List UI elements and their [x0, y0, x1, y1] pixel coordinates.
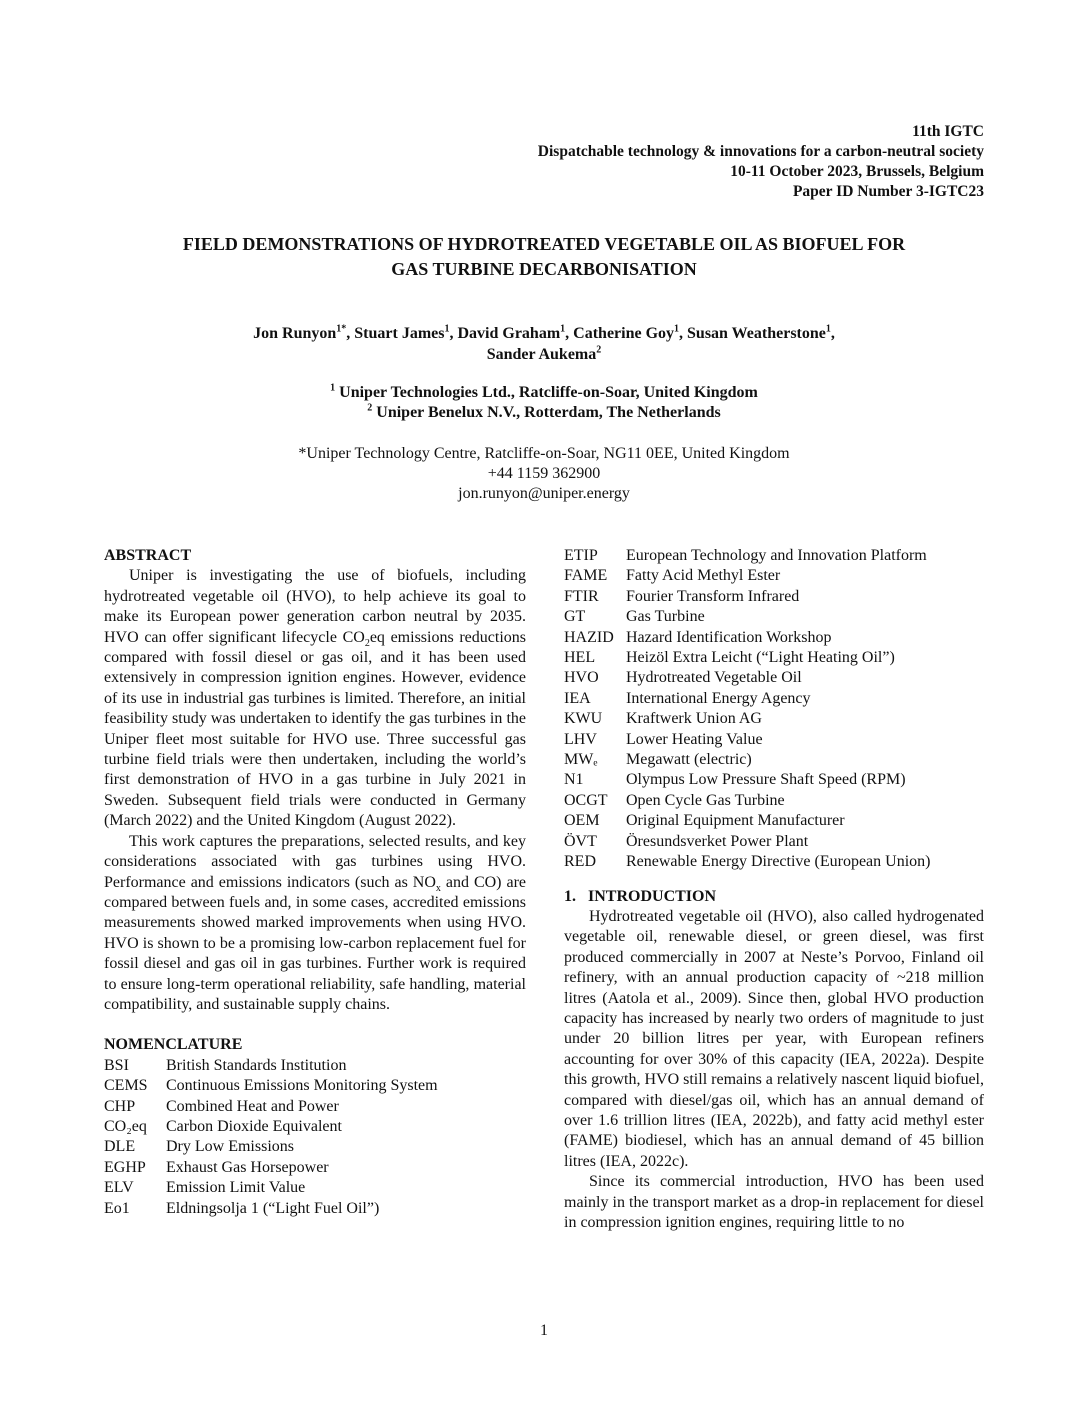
nomenclature-abbreviation: MWₑ: [564, 751, 598, 769]
nomenclature-row: [104, 1117, 526, 1137]
nomenclature-row: [564, 668, 984, 688]
abstract-heading: ABSTRACT: [104, 547, 192, 564]
author-affil-mark: 1*: [336, 323, 347, 335]
nomenclature-row: [564, 750, 984, 770]
nomenclature-row: [564, 832, 984, 852]
nomenclature-abbreviation: CO₂eq: [104, 1117, 147, 1135]
author-name: Stuart James: [354, 325, 445, 342]
nomenclature-abbreviation: RED: [564, 853, 596, 871]
nomenclature-abbreviation: HAZID: [564, 628, 614, 646]
nomenclature-abbreviation: Eo1: [104, 1199, 130, 1217]
nomenclature-row: [564, 566, 984, 586]
nomenclature-abbreviation: IEA: [564, 689, 591, 707]
nomenclature-abbreviation: EGHP: [104, 1158, 146, 1176]
author-affil-mark: 1: [825, 323, 831, 335]
nomenclature-row: [564, 852, 984, 872]
affiliation-text: Uniper Technologies Ltd., Ratcliffe-on-Soar, United Kingdom: [339, 384, 758, 401]
nomenclature-definition: Original Equipment Manufacturer: [626, 812, 845, 830]
conference-name: 11th IGTC: [912, 123, 984, 140]
title-line-2: GAS TURBINE DECARBONISATION: [391, 259, 697, 279]
nomenclature-definition: Fatty Acid Methyl Ester: [626, 567, 781, 585]
nomenclature-row: [564, 607, 984, 627]
author-separator: ,: [449, 325, 458, 342]
author-name: Susan Weatherstone: [687, 325, 826, 342]
nomenclature-abbreviation: HEL: [564, 649, 596, 667]
nomenclature-row: [104, 1076, 526, 1096]
nomenclature-row: [104, 1056, 526, 1076]
nomenclature-row: [564, 546, 984, 566]
nomenclature-row: [564, 791, 984, 811]
nomenclature-abbreviation: LHV: [564, 730, 597, 748]
introduction-heading: 1. INTRODUCTION: [564, 887, 717, 905]
nomenclature-row: [564, 770, 984, 790]
nomenclature-abbreviation: KWU: [564, 710, 603, 728]
nomenclature-row: [104, 1158, 526, 1178]
contact-email[interactable]: jon.runyon@uniper.energy: [458, 485, 630, 502]
author-name: Sander Aukema: [486, 346, 597, 363]
conference-date: 10-11 October 2023, Brussels, Belgium: [730, 163, 984, 180]
author-separator: ,: [679, 325, 688, 342]
nomenclature-row: [564, 689, 984, 709]
nomenclature-abbreviation: CHP: [104, 1097, 136, 1115]
nomenclature-definition: Öresundsverket Power Plant: [626, 832, 809, 850]
abstract-paragraph-2: This work captures the preparations, selected results, and key considerations associated with gas turbines using HVO. Performance and emissions indicators (such as $NO_x$ and CO) are compared between fuels and, in some cases, accredited emissions measurements showed marked improvements when using HVO. HVO is shown to be a promising low-carbon replacement fuel for fossil diesel and gas oil in gas turbines. Further work is required to ensure long-term operational reliability, safe handling, material compatibility, and sustainable supply chains.: [104, 832, 527, 1013]
nomenclature-row: [564, 730, 984, 750]
nomenclature-definition: European Technology and Innovation Platform: [626, 547, 927, 564]
nomenclature-abbreviation: ELV: [104, 1179, 134, 1197]
nomenclature-row: [564, 709, 984, 729]
author-list: [104, 323, 984, 365]
paper-title: [104, 232, 984, 282]
nomenclature-definition: Continuous Emissions Monitoring System: [166, 1077, 438, 1095]
nomenclature-definition: Exhaust Gas Horsepower: [166, 1158, 329, 1176]
nomenclature-definition: Megawatt (electric): [626, 751, 752, 769]
contact-info: [104, 444, 984, 504]
abstract-paragraph-1: Uniper is investigating the use of biofuels, including hydrotreated vegetable oil (HVO), to help achieve its goal to make its European power generation carbon neutral by 2035. HVO can offer significant lifecycle $CO_2eq$ emissions reductions compared with fossil diesel or gas oil, and it has been used extensively in compression ignition engines. However, evidence of its use in industrial gas turbines is limited. Therefore, an initial feasibility study was undertaken to identify the gas turbines in the Uniper fleet most suitable for HVO use. Three successful gas turbine field trials were then undertaken, including the world’s first demonstration of HVO in a gas turbine in July 2021 in Sweden. Subsequent field trials were conducted in Germany (March 2022) and the United Kingdom (August 2022).: [104, 567, 527, 830]
right-column: [564, 546, 984, 1233]
nomenclature-row: [104, 1178, 526, 1198]
nomenclature-definition: Combined Heat and Power: [166, 1097, 339, 1115]
nomenclature-abbreviation: CEMS: [104, 1077, 148, 1095]
nomenclature-definition: British Standards Institution: [166, 1056, 347, 1074]
nomenclature-abbreviation: FAME: [564, 567, 608, 585]
author-affil-mark: 1: [444, 323, 450, 335]
nomenclature-abbreviation: HVO: [564, 669, 599, 687]
author-separator: ,: [830, 325, 835, 342]
contact-address: *Uniper Technology Centre, Ratcliffe-on-Soar, NG11 0EE, United Kingdom: [298, 445, 790, 462]
title-line-1: FIELD DEMONSTRATIONS OF HYDROTREATED VEGETABLE OIL AS BIOFUEL FOR: [182, 234, 906, 254]
nomenclature-definition: Hazard Identification Workshop: [626, 628, 832, 646]
nomenclature-definition: Dry Low Emissions: [166, 1138, 294, 1156]
conference-header: [538, 122, 984, 202]
page-number: 1: [540, 1322, 548, 1339]
nomenclature-definition: Fourier Transform Infrared: [626, 587, 800, 605]
author-affil-mark: 1: [560, 323, 566, 335]
author-affil-mark: 1: [674, 323, 680, 335]
nomenclature-definition: Emission Limit Value: [166, 1179, 306, 1197]
affiliation-text: Uniper Benelux N.V., Rotterdam, The Netherlands: [376, 404, 721, 421]
affiliation-number: 2: [367, 402, 373, 414]
nomenclature-abbreviation: DLE: [104, 1138, 136, 1156]
nomenclature-list-left: [104, 1056, 526, 1219]
nomenclature-abbreviation: GT: [564, 608, 586, 626]
nomenclature-heading: NOMENCLATURE: [104, 1036, 243, 1054]
affiliation: [104, 403, 984, 423]
introduction-paragraph-2: Since its commercial introduction, HVO has been used mainly in the transport market as a drop-in replacement for diesel in compression ignition engines, requiring little to no: [564, 1173, 984, 1231]
nomenclature-row: [564, 587, 984, 607]
nomenclature-definition: Renewable Energy Directive (European Union): [626, 853, 931, 871]
nomenclature-abbreviation: FTIR: [564, 587, 599, 605]
nomenclature-definition: Hydrotreated Vegetable Oil: [626, 669, 802, 687]
author-name: Catherine Goy: [573, 325, 675, 342]
author-name: Jon Runyon: [253, 325, 337, 342]
nomenclature-definition: Kraftwerk Union AG: [626, 710, 762, 728]
paper-id: Paper ID Number 3-IGTC23: [792, 183, 984, 200]
author-affil-mark: 2: [596, 344, 602, 356]
nomenclature-definition: Open Cycle Gas Turbine: [626, 791, 785, 809]
nomenclature-abbreviation: ÖVT: [564, 832, 597, 850]
author-separator: ,: [346, 325, 355, 342]
nomenclature-abbreviation: OEM: [564, 812, 600, 830]
nomenclature-definition: Lower Heating Value: [626, 730, 763, 748]
contact-phone: +44 1159 362900: [487, 465, 601, 482]
nomenclature-row: [564, 648, 984, 668]
affiliation: [104, 383, 984, 403]
left-column: [104, 546, 526, 1219]
nomenclature-definition: Gas Turbine: [626, 608, 705, 626]
nomenclature-row: [104, 1097, 526, 1117]
affiliation-number: 1: [330, 382, 336, 394]
nomenclature-definition: Olympus Low Pressure Shaft Speed (RPM): [626, 771, 906, 789]
nomenclature-abbreviation: N1: [564, 771, 584, 789]
nomenclature-abbreviation: BSI: [104, 1056, 129, 1074]
nomenclature-row: [564, 811, 984, 831]
nomenclature-abbreviation: OCGT: [564, 791, 608, 809]
conference-theme: Dispatchable technology & innovations for a carbon-neutral society: [537, 143, 984, 160]
author-name: David Graham: [457, 325, 561, 342]
nomenclature-list-right: [564, 546, 984, 873]
nomenclature-row: [564, 628, 984, 648]
nomenclature-definition: Carbon Dioxide Equivalent: [166, 1117, 342, 1135]
introduction-paragraph-1: Hydrotreated vegetable oil (HVO), also called hydrogenated vegetable oil, renewable diesel, or green diesel, was first produced commercially in 2007 at Neste’s Porvoo, Finland oil refinery, with an annual production capacity of ~218 million litres (Aatola et al., 2009). Since then, global HVO production capacity has increased by nearly two orders of magnitude to just under 20 billion litres per year, with European refiners accounting for over 30% of this capacity (IEA, 2022a). Despite this growth, HVO still remains a relatively nascent liquid biofuel, compared with diesel/gas oil, which has an annual demand of over 1.6 trillion litres (IEA, 2022b), and fatty acid methyl ester (FAME) biodiesel, which has an annual demand of 45 billion litres (IEA, 2022c).: [564, 907, 984, 1170]
nomenclature-row: [104, 1199, 526, 1219]
nomenclature-definition: Heizöl Extra Leicht (“Light Heating Oil”): [626, 649, 895, 667]
nomenclature-definition: Eldningsolja 1 (“Light Fuel Oil”): [166, 1199, 380, 1217]
nomenclature-definition: International Energy Agency: [626, 689, 811, 707]
nomenclature-abbreviation: ETIP: [564, 547, 598, 564]
affiliation-list: [104, 383, 984, 423]
nomenclature-row: [104, 1137, 526, 1157]
author-separator: ,: [565, 325, 574, 342]
